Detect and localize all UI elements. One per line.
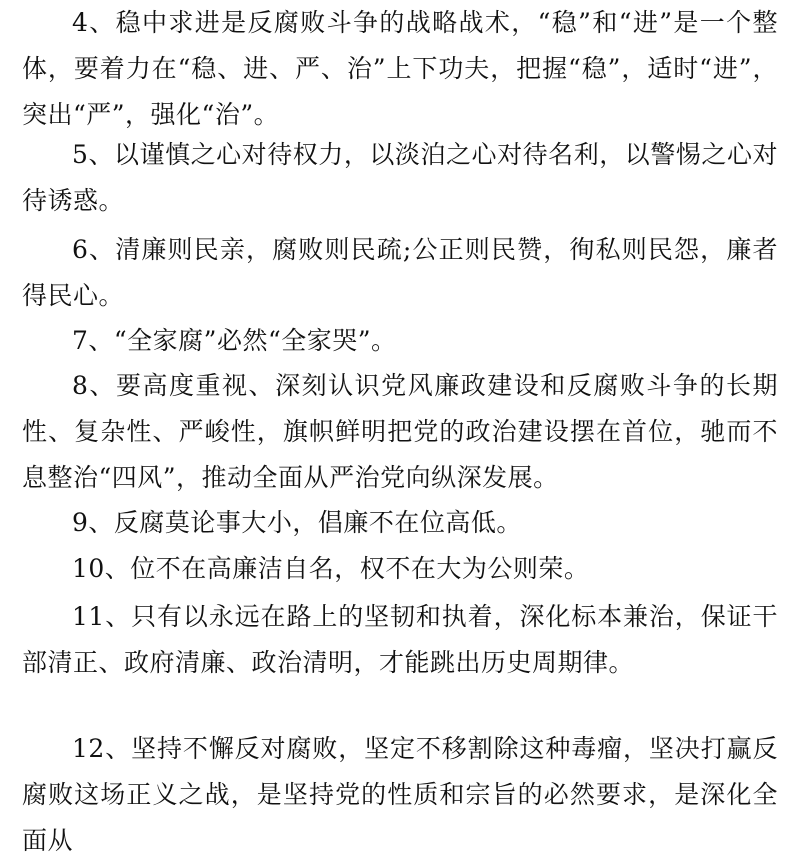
paragraph-12: 12、坚持不懈反对腐败，坚定不移割除这种毒瘤，坚决打赢反腐败这场正义之战，是坚持党的性质和宗旨的必然要求，是深化全面从 [22,734,778,855]
paragraph-6: 6、清廉则民亲，腐败则民疏;公正则民赞，徇私则民怨，廉者得民心。 [22,235,778,310]
paragraph-4: 4、稳中求进是反腐败斗争的战略战术，“稳”和“进”是一个整体，要着力在“稳、进、严、治”上下功夫，把握“稳”，适时“进”，突出“严”，强化“治”。 [22,8,778,129]
paragraph-10: 10、位不在高廉洁自名，权不在大为公则荣。 [72,554,590,583]
paragraph-5: 5、以谨慎之心对待权力，以淡泊之心对待名利，以警惕之心对待诱惑。 [22,140,778,215]
paragraph-11: 11、只有以永远在路上的坚韧和执着，深化标本兼治，保证干部清正、政府清廉、政治清明，才能跳出历史周期律。 [22,602,778,677]
paragraph-7: 7、“全家腐”必然“全家哭”。 [72,326,397,355]
paragraph-9: 9、反腐莫论事大小，倡廉不在位高低。 [72,508,522,537]
paragraph-8: 8、要高度重视、深刻认识党风廉政建设和反腐败斗争的长期性、复杂性、严峻性，旗帜鲜明把党的政治建设摆在首位，驰而不息整治“四风”，推动全面从严治党向纵深发展。 [22,371,778,492]
